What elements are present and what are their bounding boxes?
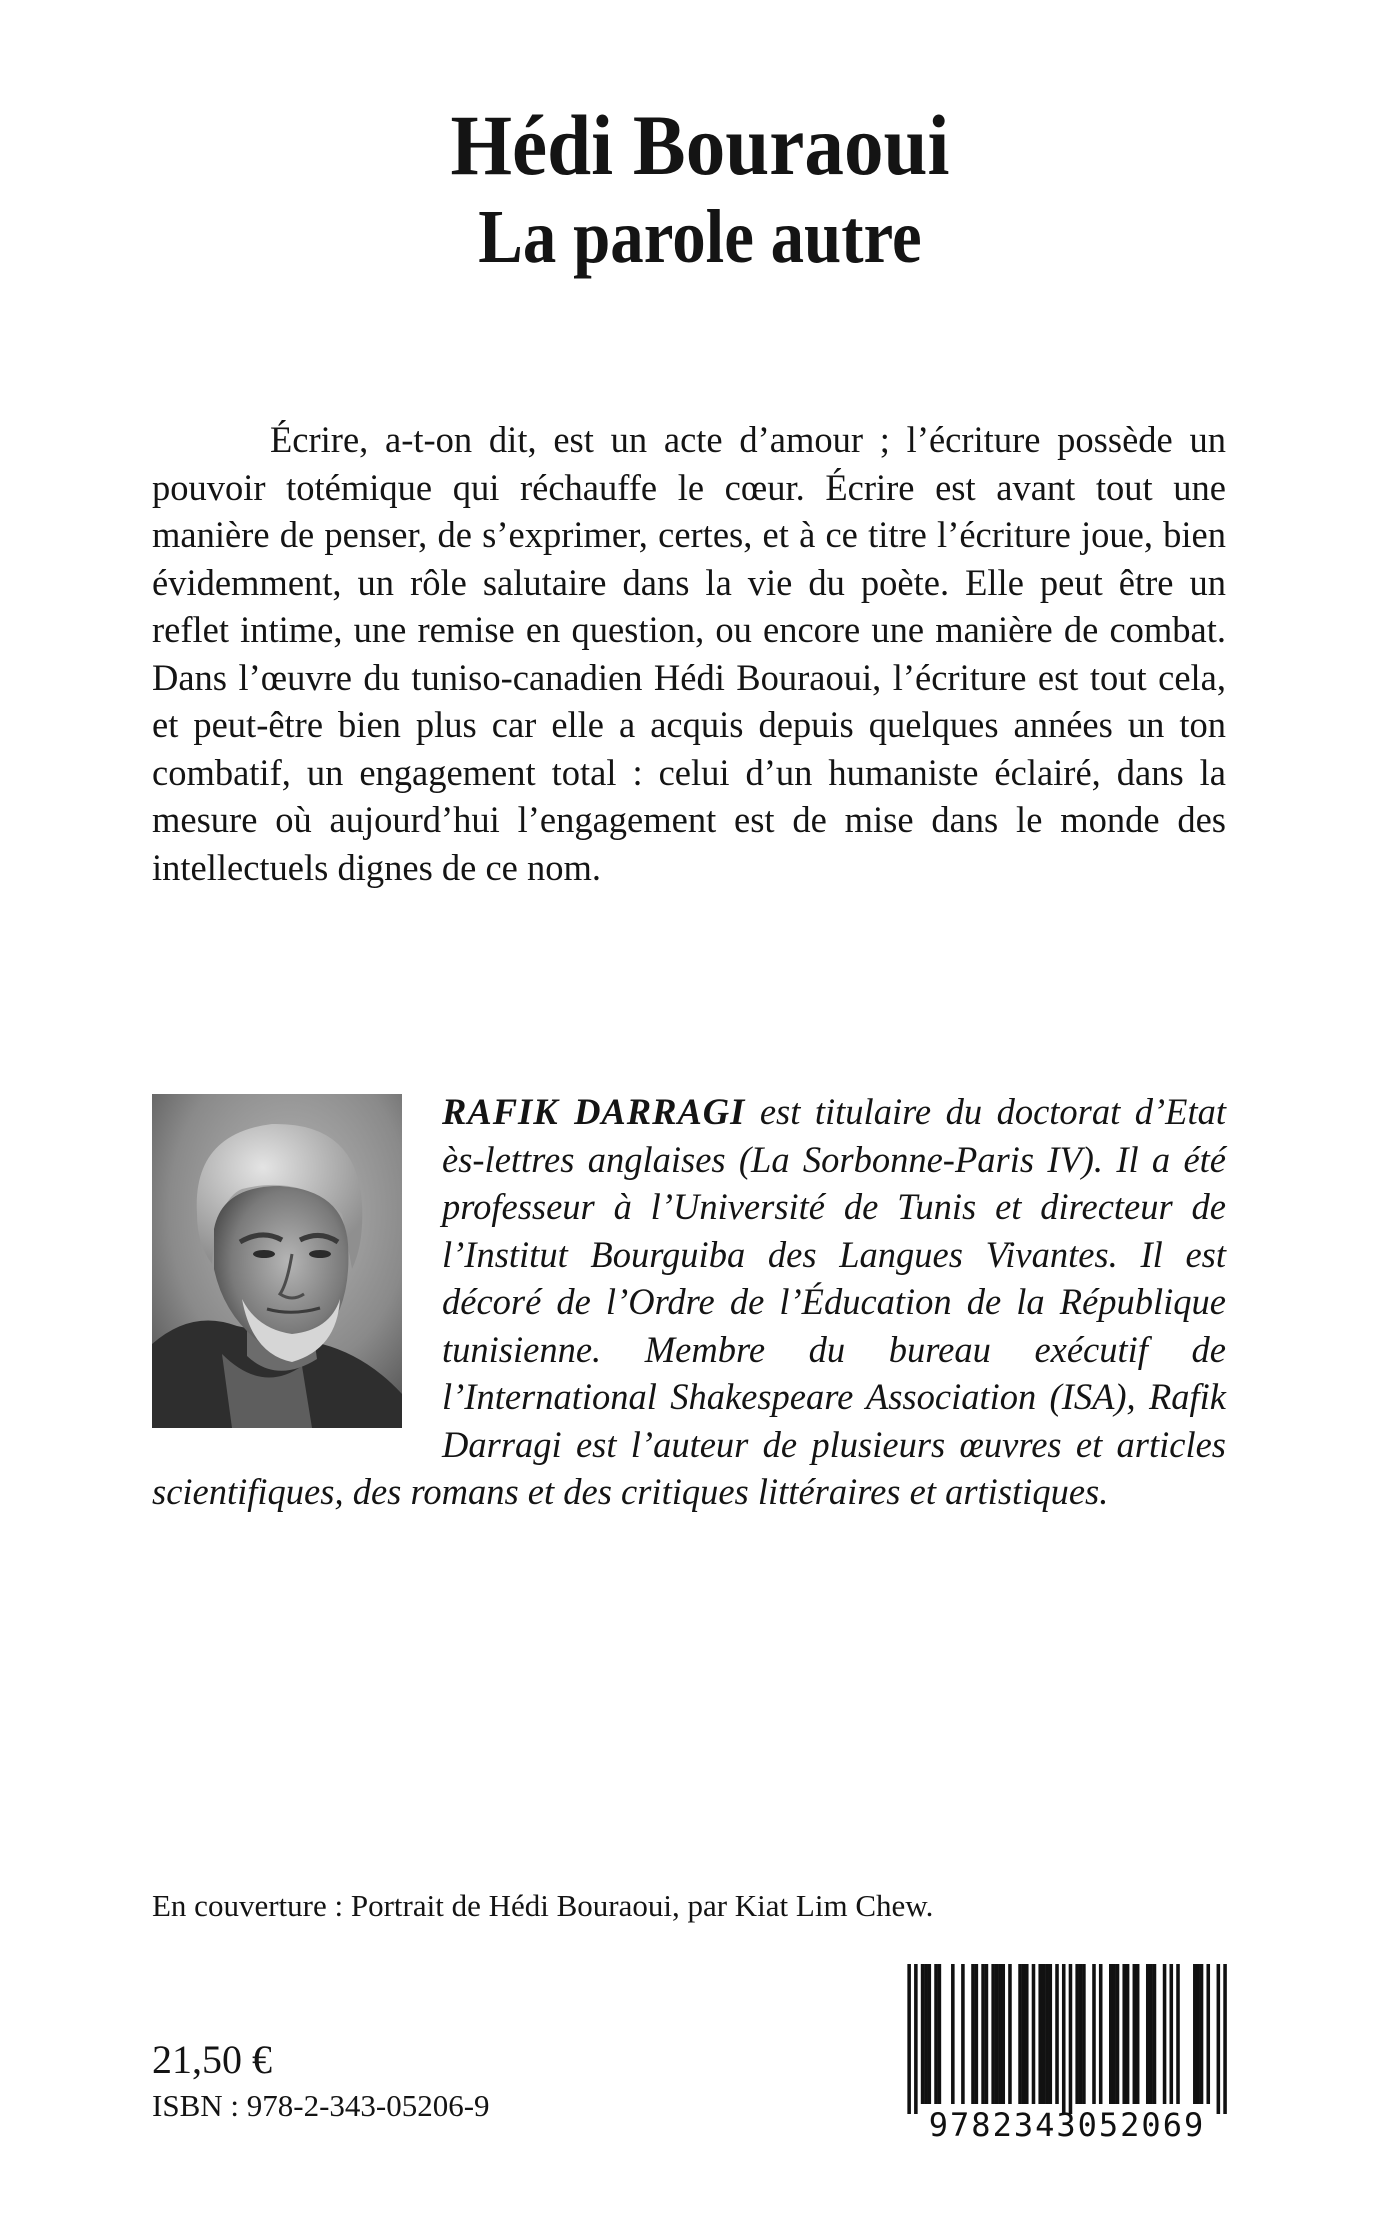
barcode-bar (975, 1964, 979, 2104)
barcode-bar (1126, 1964, 1130, 2104)
barcode-bar (1038, 1964, 1042, 2104)
barcode-bar (1153, 1964, 1157, 2104)
barcode-bar (1193, 1964, 1197, 2104)
barcode-bar (1018, 1964, 1022, 2104)
book-subtitle: La parole autre (478, 195, 922, 279)
barcode-bar (1045, 1964, 1049, 2104)
barcode-bar (1149, 1964, 1153, 2104)
barcode-bar (985, 1964, 989, 2104)
price: 21,50 € (152, 2037, 272, 2082)
cover-credit: En couverture : Portrait de Hédi Bouraoui, par Kiat Lim Chew. (152, 1888, 934, 1923)
barcode-bar (1082, 1964, 1086, 2104)
barcode-bar (1116, 1964, 1120, 2104)
barcode-bar (921, 1964, 925, 2104)
barcode-bar (1001, 1964, 1005, 2104)
barcode-bar (1163, 1964, 1167, 2104)
barcode-bar (1112, 1964, 1116, 2104)
isbn: ISBN : 978-2-343-05206-9 (152, 2088, 490, 2123)
barcode-bar (1099, 1964, 1103, 2104)
barcode-bar (1200, 1964, 1204, 2104)
barcode-bar (1217, 1964, 1221, 2114)
barcode-bar (961, 1964, 965, 2104)
barcode-bar (938, 1964, 942, 2104)
barcode-bar (1069, 1964, 1073, 2114)
barcode-bar (1170, 1964, 1174, 2104)
barcode-bar (1092, 1964, 1096, 2104)
barcode-bar (924, 1964, 928, 2104)
barcode-bar (1109, 1964, 1113, 2104)
barcode-bar (1075, 1964, 1079, 2104)
barcode-bar (998, 1964, 1002, 2104)
title-block (0, 95, 1400, 279)
barcode-bar (1176, 1964, 1180, 2104)
barcode-bar (1042, 1964, 1046, 2104)
barcode-bar (1062, 1964, 1066, 2114)
barcode-graphic (904, 1960, 1230, 2144)
barcode-bar (995, 1964, 999, 2104)
barcode-bar (1025, 1964, 1029, 2104)
barcode-bar (934, 1964, 938, 2104)
barcode-bar (928, 1964, 932, 2104)
barcode-bar (981, 1964, 985, 2104)
barcode-bar (1146, 1964, 1150, 2104)
barcode-bar (1122, 1964, 1126, 2104)
author-title: Hédi Bouraoui (450, 97, 950, 193)
barcode-bar (1136, 1964, 1140, 2104)
barcode-bar (1049, 1964, 1053, 2104)
barcode-bar (991, 1964, 995, 2104)
barcode-bar (1206, 1964, 1210, 2104)
barcode-digits: 9782343052069 (928, 2106, 1206, 2144)
barcode-bar (1223, 1964, 1227, 2114)
author-bio-section (152, 1088, 1226, 1516)
barcode-bar (1079, 1964, 1083, 2104)
bio-author-name: RAFIK DARRAGI (442, 1091, 746, 1132)
barcode-bar (1196, 1964, 1200, 2104)
barcode-bar (914, 1964, 918, 2114)
barcode-bar (1032, 1964, 1036, 2104)
summary-paragraph: Écrire, a-t-on dit, est un acte d’amour ; l’écriture possède un pouvoir totémique qui réchauffe le cœur. Écrire est avant tout une manière de penser, de s’exprimer, certes, et à ce titre l’écriture joue, bien évidemment, un rôle salutaire dans la vie du poète. Elle peut être un reflet intime, une remise en question, ou encore une manière de combat. Dans l’œuvre du tuniso-canadien Hédi Bouraoui, l’écriture est tout cela, et peut-être bien plus car elle a acquis depuis quelques années un ton combatif, un engagement total : celui d’un humaniste éclairé, dans la mesure où aujourd’hui l’engagement est de mise dans le monde des intellectuels dignes de ce nom. (152, 419, 1226, 888)
author-portrait-photo (152, 1094, 402, 1428)
isbn-barcode (904, 1960, 1230, 2144)
barcode-bar (1022, 1964, 1026, 2104)
barcode-bar (1008, 1964, 1012, 2104)
barcode-bar (1133, 1964, 1137, 2104)
bio-body: est titulaire du doctorat d’Etat ès-lettres anglaises (La Sorbonne-Paris IV). Il a été professeur à l’Université de Tunis et directeur de l’Institut Bourguiba des Langues Vivantes. Il est décoré de l’Ordre de l’Éducation de la République tunisienne. Membre du bureau exécutif de l’International Shakespeare Association (ISA), Rafik Darragi est l’auteur de plusieurs œuvres et articles scientifiques, des romans et des critiques littéraires et artistiques. (152, 1091, 1226, 1512)
barcode-bar (907, 1964, 911, 2114)
barcode-bar (1055, 1964, 1059, 2104)
barcode-bar (971, 1964, 975, 2104)
barcode-bar (951, 1964, 955, 2104)
